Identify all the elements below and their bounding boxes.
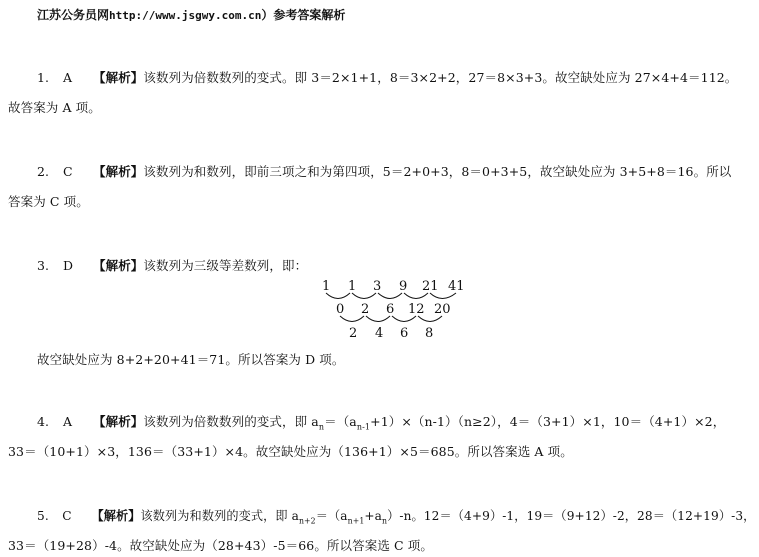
row3-value: 2	[349, 326, 358, 341]
item-5-line-2: 33＝（19+28）-4。故空缺处应为（28+43）-5＝66。所以答案选 C 项。	[8, 538, 433, 553]
item-answer: D	[63, 258, 74, 273]
item-2-line-2: 答案为 C 项。	[8, 194, 89, 209]
row1-value: 3	[373, 279, 382, 294]
row1-value: 41	[448, 279, 465, 294]
item-answer: A	[63, 70, 73, 85]
row2-value: 20	[434, 302, 451, 317]
row1-value: 9	[399, 279, 408, 294]
item-number: 2.	[37, 164, 50, 179]
analysis-tag: 【解析】	[93, 258, 144, 273]
row3-value: 4	[375, 326, 384, 341]
site-url: http://www.jsgwy.com.cn	[109, 9, 262, 22]
item-text: 该数列为倍数数列的变式，即 a	[143, 414, 319, 429]
row2-value: 2	[361, 302, 370, 317]
page-header	[37, 6, 345, 23]
item-3-line-2: 故空缺处应为 8+2+20+41＝71。所以答案为 D 项。	[37, 352, 345, 367]
item-text: 该数列为和数列，即前三项之和为第四项，5＝2+0+3，8＝0+3+5，故空缺处应为 3+5+8＝16。所以	[143, 164, 732, 179]
site-name: 江苏公务员网	[37, 8, 110, 22]
item-number: 3.	[37, 258, 50, 273]
item-text: 该数列为和数列的变式，即 a	[140, 508, 299, 523]
row1-value: 1	[348, 279, 357, 294]
subscript: n+1	[347, 516, 365, 526]
row2-value: 6	[386, 302, 395, 317]
item-answer: C	[62, 508, 72, 523]
analysis-tag: 【解析】	[93, 414, 144, 429]
item-1-line-2: 故答案为 A 项。	[8, 100, 101, 115]
item-text: ＝（a	[315, 508, 348, 523]
row2-value: 12	[408, 302, 425, 317]
row3-value: 8	[425, 326, 434, 341]
row1-value: 21	[422, 279, 439, 294]
item-number: 1.	[37, 70, 50, 85]
item-4-line-2: 33＝（10+1）×3，136＝（33+1）×4。故空缺处应为（136+1）×5＝685。所以答案选 A 项。	[8, 444, 573, 459]
row2-value: 0	[336, 302, 345, 317]
item-answer: A	[63, 414, 73, 429]
item-3-line-1	[37, 256, 307, 274]
subscript: n	[318, 422, 325, 432]
subscript: n-1	[356, 422, 371, 432]
item-2-line-1	[37, 162, 731, 180]
subscript: n+2	[298, 516, 316, 526]
item-text: 该数列为倍数数列的变式。即 3＝2×1+1，8＝3×2+2，27＝8×3+3。故空缺处应为 27×4+4＝112。	[143, 70, 738, 85]
analysis-tag: 【解析】	[93, 164, 144, 179]
row1-value: 1	[322, 279, 331, 294]
item-text: ）-n。12＝（4+9）-1，19＝（9+12）-2，28＝（12+19）-3，	[387, 508, 756, 523]
item-number: 5.	[37, 508, 49, 523]
analysis-tag: 【解析】	[93, 70, 144, 85]
item-text: 该数列为三级等差数列，即：	[143, 258, 308, 273]
row3-value: 6	[400, 326, 409, 341]
item-answer: C	[63, 164, 73, 179]
item-1-line-1	[37, 68, 737, 86]
item-text: ＝（a	[324, 414, 357, 429]
item-5-line-1	[37, 506, 755, 526]
item-text: +1）×（n-1）（n≥2），4＝（3+1）×1，10＝（4+1）×2，	[370, 414, 726, 429]
analysis-tag: 【解析】	[91, 508, 141, 523]
item-number: 4.	[37, 414, 50, 429]
difference-diagram	[318, 274, 478, 346]
subscript: n	[382, 516, 388, 526]
header-suffix: ）参考答案解析	[261, 8, 346, 22]
item-4-line-1	[37, 412, 725, 432]
item-text: +a	[364, 508, 383, 523]
